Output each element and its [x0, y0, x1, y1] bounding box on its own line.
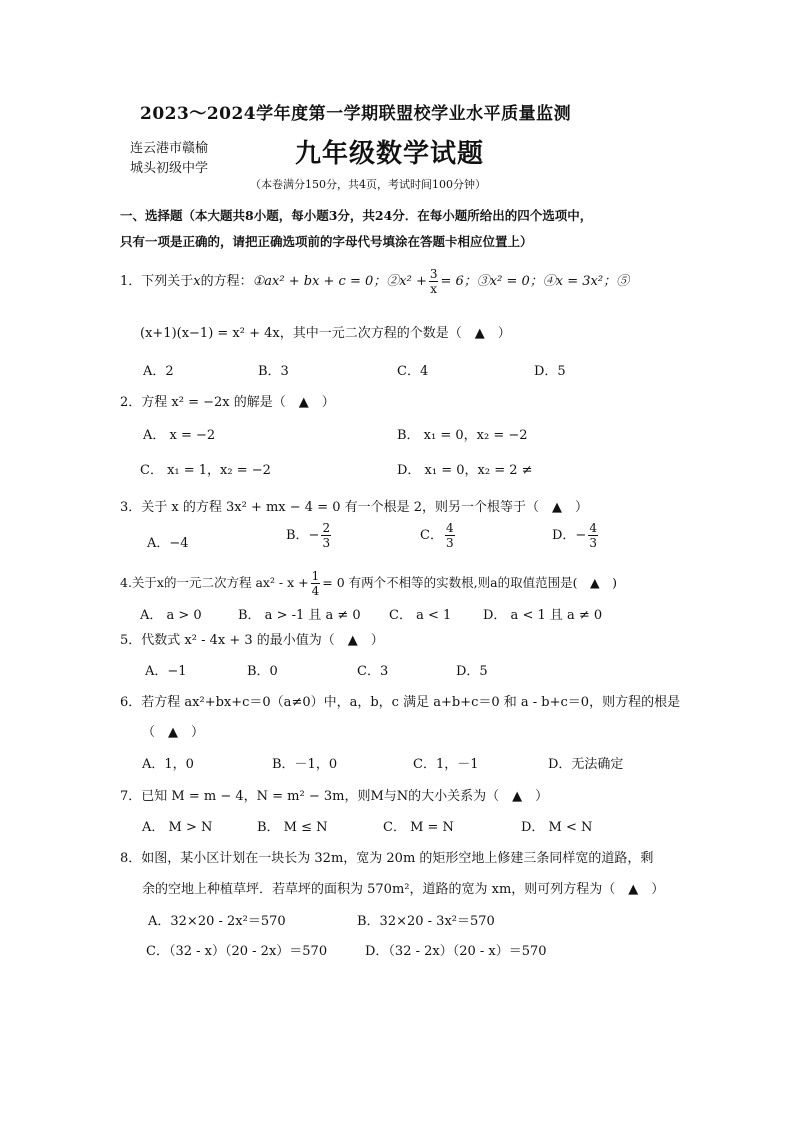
- q4-option-c[interactable]: C． a < 1: [389, 608, 452, 623]
- q1-option-c[interactable]: C．4: [397, 364, 429, 379]
- q8-stem-line2: 余的空地上种植草坪．若草坪的面积为 570m²，道路的宽为 xm，则可列方程为（ ▲ ）: [142, 882, 665, 897]
- q3-option-d-label: D．−: [552, 528, 587, 543]
- q3-option-c[interactable]: [420, 522, 457, 549]
- q1-option-a[interactable]: A．2: [143, 364, 174, 379]
- exam-note: （本卷满分150分，共4页，考试时间100分钟）: [250, 178, 486, 191]
- q3-option-b-num: 2: [322, 521, 331, 535]
- q1-stem-line1: [120, 268, 629, 295]
- section1-intro-line2: 只有一项是正确的，请把正确选项前的字母代号填涂在答题卡相应位置上）: [120, 234, 533, 249]
- q1-eq3: ③x² = 0；: [476, 274, 543, 289]
- q7-option-c[interactable]: C． M = N: [383, 820, 454, 835]
- q1-eq1: ①ax² + bx + c = 0；: [252, 274, 387, 289]
- q6-option-c[interactable]: C．1，－1: [413, 757, 479, 772]
- q3-option-b-fraction: [321, 522, 331, 549]
- q1-stem-line2: (x+1)(x−1) = x² + 4x，其中一元二次方程的个数是（ ▲ ）: [140, 326, 511, 341]
- q4-frac-den: 4: [311, 584, 320, 598]
- q1-option-d[interactable]: D．5: [534, 364, 566, 379]
- q3-option-c-label: C．: [420, 528, 443, 543]
- q4-stem-a: 4.关于x的一元二次方程 ax² - x +: [120, 575, 309, 590]
- section1-intro-line1: 一、选择题（本大题共8小题，每小题3分，共24分．在每小题所给出的四个选项中，: [120, 208, 593, 223]
- q6-stem-line1: 6．若方程 ax²+bx+c＝0（a≠0）中，a，b，c 满足 a+b+c＝0 和 a - b+c＝0，则方程的根是: [120, 695, 681, 710]
- q5-option-b[interactable]: B．0: [247, 664, 278, 679]
- q6-option-a[interactable]: A．1，0: [142, 757, 194, 772]
- q7-option-a[interactable]: A． M > N: [142, 820, 213, 835]
- q7-stem: 7．已知 M = m − 4，N = m² − 3m，则M与N的大小关系为（ ▲ ）: [120, 789, 549, 804]
- q4-option-d[interactable]: D． a < 1 且 a ≠ 0: [483, 608, 603, 623]
- q6-stem-line2: （ ▲ ）: [142, 725, 204, 740]
- q3-option-d[interactable]: [552, 522, 600, 549]
- q1-mid: 的方程：: [200, 274, 253, 289]
- school-name: [130, 139, 208, 179]
- q8-option-c[interactable]: C．（32 - x）（20 - 2x）＝570: [146, 944, 328, 959]
- q1-prefix: 1．下列关于: [120, 274, 194, 289]
- school-name-line2: 城头初级中学: [130, 161, 209, 176]
- q1-fraction: [429, 268, 439, 295]
- q6-option-b[interactable]: B．－1，0: [272, 757, 338, 772]
- q3-option-c-den: 3: [445, 536, 454, 550]
- q3-option-d-num: 4: [589, 521, 597, 535]
- q1-frac-num: 3: [429, 267, 438, 281]
- q1-eq2b: = 6；: [440, 274, 477, 289]
- q5-stem: 5．代数式 x² - 4x + 3 的最小值为（ ▲ ）: [120, 633, 384, 648]
- q2-option-a[interactable]: A． x = −2: [143, 428, 216, 443]
- q3-option-d-den: 3: [589, 536, 597, 550]
- q7-option-d[interactable]: D． M < N: [521, 820, 593, 835]
- q3-option-c-fraction: [445, 522, 455, 549]
- q4-stem-b: = 0 有两个不相等的实数根,则a的取值范围是( ▲ ): [322, 575, 617, 590]
- q3-option-b-label: B．−: [286, 528, 320, 543]
- q6-option-d[interactable]: D．无法确定: [548, 757, 624, 772]
- school-name-line1: 连云港市赣榆: [130, 141, 209, 156]
- q1-frac-den: x: [430, 282, 438, 296]
- q4-stem: [120, 570, 617, 597]
- q5-option-a[interactable]: A．−1: [145, 664, 187, 679]
- q4-frac-num: 1: [311, 569, 320, 583]
- q8-option-b[interactable]: B．32×20 - 3x²＝570: [357, 914, 495, 929]
- q8-option-d[interactable]: D．（32 - 2x）（20 - x）＝570: [365, 944, 547, 959]
- q5-option-c[interactable]: C．3: [357, 664, 389, 679]
- q3-option-b[interactable]: [286, 522, 333, 549]
- q8-option-a[interactable]: A．32×20 - 2x²＝570: [148, 914, 286, 929]
- q4-option-a[interactable]: A． a > 0: [140, 608, 202, 623]
- q1-eq2a: ②x² +: [386, 274, 427, 289]
- q2-option-b[interactable]: B． x₁ = 0，x₂ = −2: [397, 428, 528, 443]
- exam-title: 九年级数学试题: [295, 139, 485, 169]
- q8-stem-line1: 8．如图，某小区计划在一块长为 32m，宽为 20m 的矩形空地上修建三条同样宽的道路，剩: [120, 851, 654, 866]
- q5-option-d[interactable]: D．5: [456, 664, 488, 679]
- q2-stem: 2．方程 x² = −2x 的解是（ ▲ ）: [120, 395, 335, 410]
- q1-eq4: ④x = 3x²；⑤: [542, 274, 630, 289]
- q3-option-b-den: 3: [322, 536, 331, 550]
- q4-fraction: [311, 570, 321, 597]
- q1-option-b[interactable]: B．3: [258, 364, 289, 379]
- q3-stem: 3．关于 x 的方程 3x² + mx − 4 = 0 有一个根是 2，则另一个根等于（ ▲ ）: [120, 500, 589, 515]
- q7-option-b[interactable]: B． M ≤ N: [257, 820, 328, 835]
- q2-option-d[interactable]: D． x₁ = 0，x₂ = 2 ≠: [397, 463, 533, 478]
- q4-option-b[interactable]: B． a > -1 且 a ≠ 0: [238, 608, 361, 623]
- exam-series-title: 2023～2024学年度第一学期联盟校学业水平质量监测: [140, 104, 572, 124]
- q2-option-c[interactable]: C． x₁ = 1，x₂ = −2: [140, 463, 271, 478]
- q3-option-d-fraction: [588, 522, 598, 549]
- q3-option-c-num: 4: [445, 521, 454, 535]
- q1-var: x: [193, 274, 201, 289]
- q3-option-a[interactable]: A．−4: [147, 536, 189, 551]
